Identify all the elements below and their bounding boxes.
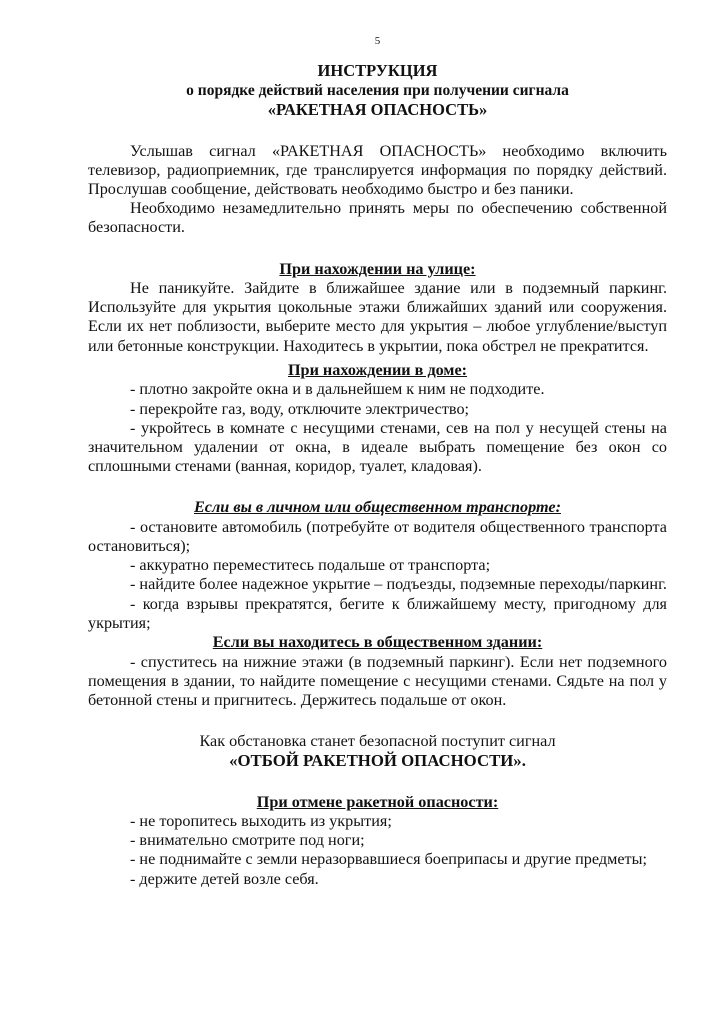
document-title: ИНСТРУКЦИЯ xyxy=(317,61,438,80)
cancel-heading: При отмене ракетной опасности: xyxy=(256,792,499,811)
signal-name: «РАКЕТНАЯ ОПАСНОСТЬ» xyxy=(267,100,488,119)
cancel-item: - внимательно смотрите под ноги; xyxy=(130,831,365,850)
cancel-item: - держите детей возле себя. xyxy=(130,869,319,888)
home-heading: При нахождении в доме: xyxy=(287,360,468,379)
transport-heading: Если вы в личном или общественном транспорте: xyxy=(194,498,561,517)
home-item: - перекройте газ, воду, отключите электричество; xyxy=(130,399,470,418)
home-item: - укройтесь в комнате с несущими стенами, сев на пол у несущей стены на значительном удалении от окна, в идеале выбрать помещение без окон со сплошными стенами (ванная, коридор, туалет, кладовая). xyxy=(88,418,667,476)
street-heading: При нахождении на улице: xyxy=(279,259,476,278)
page-number: 5 xyxy=(374,35,381,47)
all-clear-line: Как обстановка станет безопасной поступит сигнал xyxy=(199,732,556,751)
transport-item: - аккуратно переместитесь подальше от транспорта; xyxy=(130,556,491,575)
transport-item: - найдите более надежное укрытие – подъезды, подземные переходы/паркинг. xyxy=(130,575,667,594)
street-paragraph: Не паникуйте. Зайдите в ближайшее здание или в подземный паркинг. Используйте для укрытия цокольные этажи ближайших зданий или сооружения. Если их нет поблизости, выберите место для укрытия – любое углубление/выступ или бетонные конструкции. Находитесь в укрытии, пока обстрел не прекратится. xyxy=(88,279,667,355)
transport-item: - когда взрывы прекратятся, бегите к ближайшему месту, пригодному для укрытия; xyxy=(88,594,667,632)
cancel-item: - не торопитесь выходить из укрытия; xyxy=(130,812,392,831)
all-clear-signal: «ОТБОЙ РАКЕТНОЙ ОПАСНОСТИ». xyxy=(229,751,526,771)
intro-paragraph-1: Услышав сигнал «РАКЕТНАЯ ОПАСНОСТЬ» необходимо включить телевизор, радиоприемник, где транслируется информация по порядку действий. Прослушав сообщение, действовать необходимо быстро и без паники. xyxy=(88,141,667,198)
cancel-item: - не поднимайте с земли неразорвавшиеся боеприпасы и другие предметы; xyxy=(130,850,647,869)
public-building-heading: Если вы находитесь в общественном здании: xyxy=(212,633,543,652)
intro-paragraph-2: Необходимо незамедлительно принять меры по обеспечению собственной безопасности. xyxy=(88,199,667,237)
public-building-paragraph: - спуститесь на нижние этажи (в подземный паркинг). Если нет подземного помещения в здании, то найдите помещение с несущими стенами. Сядьте на пол у бетонной стены и пригнитесь. Держитесь подальше от окон. xyxy=(88,652,667,709)
home-item: - плотно закройте окна и в дальнейшем к ним не подходите. xyxy=(130,380,545,399)
document-subtitle: о порядке действий населения при получении сигнала xyxy=(186,81,569,99)
transport-item: - остановите автомобиль (потребуйте от водителя общественного транспорта остановиться); xyxy=(88,517,667,556)
